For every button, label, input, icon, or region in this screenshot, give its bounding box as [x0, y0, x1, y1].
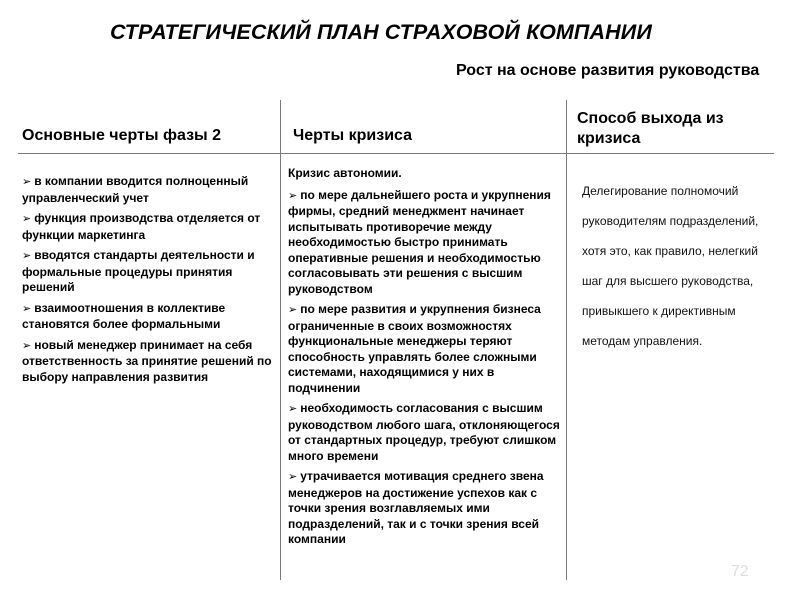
arrow-bullet-icon: ➢: [22, 250, 32, 262]
page-number: 72: [731, 563, 749, 580]
feature-text: функция производства отделяется от функции маркетинга: [22, 211, 261, 242]
slide-title: СТРАТЕГИЧЕСКИЙ ПЛАН СТРАХОВОЙ КОМПАНИИ: [110, 20, 652, 44]
list-item: [288, 188, 566, 298]
crisis-list: [288, 166, 566, 553]
arrow-bullet-icon: ➢: [22, 176, 32, 188]
arrow-bullet-icon: ➢: [288, 189, 298, 202]
feature-text: в компании вводится полноценный управленческий учет: [22, 174, 249, 205]
arrow-bullet-icon: ➢: [22, 302, 32, 315]
column-header-crisis: Черты кризиса: [293, 127, 413, 144]
column-divider-2: [566, 100, 567, 580]
crisis-heading: Кризис автономии.: [288, 166, 402, 180]
feature-text: взаимоотношения в коллективе становятся более формальными: [22, 300, 226, 331]
list-item: [288, 469, 566, 548]
arrow-bullet-icon: ➢: [22, 213, 32, 225]
list-item: [22, 338, 274, 386]
arrow-bullet-icon: ➢: [288, 471, 298, 483]
arrow-bullet-icon: ➢: [288, 403, 298, 415]
column-header-resolution: Способ выхода из кризиса: [577, 110, 724, 147]
list-item: [288, 302, 566, 396]
resolution-text: Делегирование полномочий руководителям подразделений, хотя это, как правило, нелегкий шаг для высшего руководства, привыкшего к директивным методам управления.: [582, 184, 759, 348]
arrow-bullet-icon: ➢: [288, 304, 298, 316]
crisis-text: необходимость согласования с высшим руководством любого шага, отклоняющегося от стандартных процедур, требуют слишком много времени: [288, 401, 560, 463]
feature-text: вводятся стандарты деятельности и формальные процедуры принятия решений: [22, 248, 255, 294]
crisis-text: по мере развития и укрупнения бизнеса ограниченные в своих возможностях функциональные менеджеры теряют способность управлять более сложными системами, находящимися у них в подчинении: [288, 302, 541, 395]
list-item: [22, 174, 274, 206]
crisis-text: утрачивается мотивация среднего звена менеджеров на достижение успехов как с точки зрения возглавляемых ими подразделений, так и с точки зрения всей компании: [288, 469, 544, 546]
crisis-text: по мере дальнейшего роста и укрупнения фирмы, средний менеджмент начинает испытывать противоречие между необходимостью быстро принимать оперативные решения и необходимостью согласовывать эти решения с высшим руководством: [288, 187, 551, 296]
arrow-bullet-icon: ➢: [22, 339, 32, 352]
list-item: [22, 248, 274, 296]
features-list: [22, 174, 274, 390]
slide-subtitle: Рост на основе развития руководства: [456, 62, 760, 79]
list-item: [22, 211, 274, 243]
column-divider-1: [280, 100, 281, 580]
list-item: [288, 401, 566, 464]
column-header-features: Основные черты фазы 2: [22, 127, 222, 144]
crisis-heading-item: [288, 166, 566, 182]
list-item: [22, 301, 274, 333]
header-divider: [18, 153, 774, 154]
feature-text: новый менеджер принимает на себя ответственность за принятие решений по выбору направления развития: [22, 337, 272, 384]
